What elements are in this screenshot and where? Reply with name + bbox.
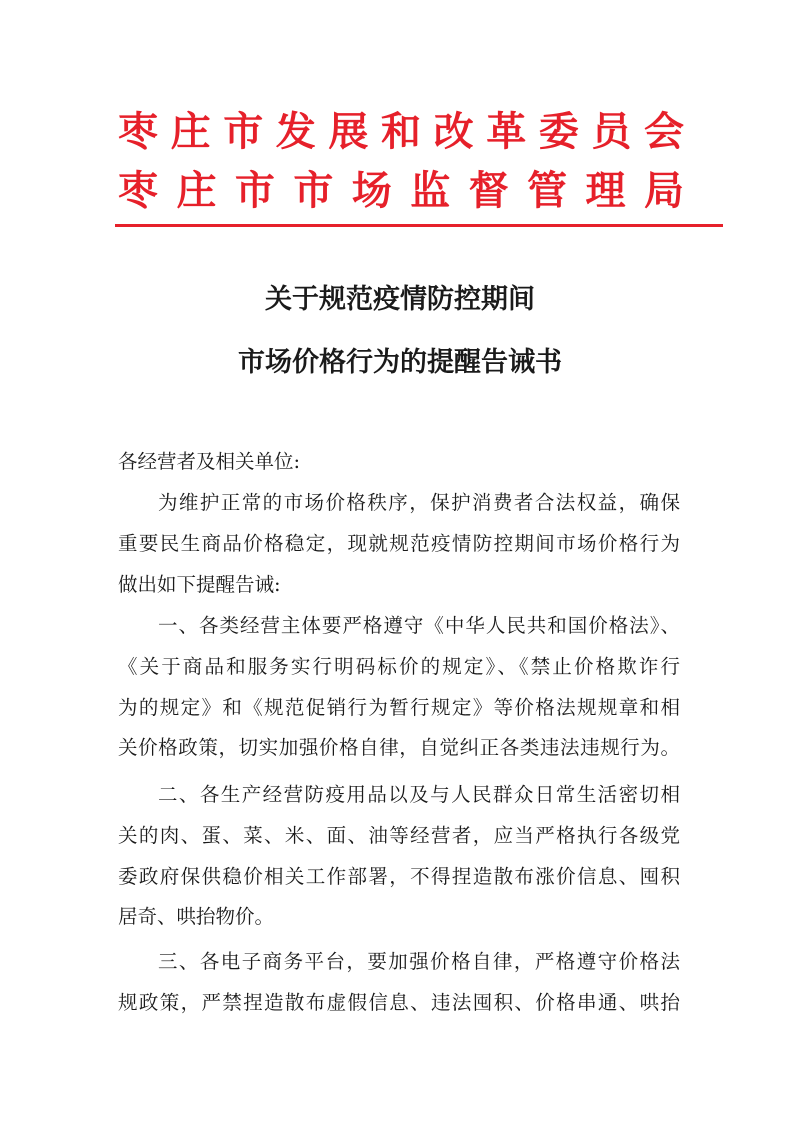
salutation: 各经营者及相关单位: xyxy=(118,450,301,473)
body-line: 居奇、哄抬物价。 xyxy=(118,905,275,929)
body-line: 关的肉、蛋、菜、米、面、油等经营者，应当严格执行各级党 xyxy=(118,823,680,847)
issuer-name-market-supervision-bureau: 枣庄市市场监督管理局 xyxy=(118,168,684,214)
red-header-rule xyxy=(115,224,723,227)
body-line: 重要民生商品价格稳定，现就规范疫情防控期间市场价格行为 xyxy=(118,531,680,555)
body-line: 二、各生产经营防疫用品以及与人民群众日常生活密切相 xyxy=(158,783,680,806)
body-line: 关价格政策，切实加强价格自律，自觉纠正各类违法违规行为。 xyxy=(118,736,680,760)
body-paragraph-intro xyxy=(118,483,680,605)
body-line: 为维护正常的市场价格秩序，保护消费者合法权益，确保 xyxy=(158,491,680,514)
body-line: 一、各类经营主体要严格遵守《中华人民共和国价格法》、 xyxy=(158,614,680,637)
body-line: 三、各电子商务平台，要加强价格自律，严格遵守价格法 xyxy=(158,950,680,973)
body-line: 为的规定》和《规范促销行为暂行规定》等价格法规规章和相 xyxy=(118,695,680,719)
body-line: 《关于商品和服务实行明码标价的规定》、《禁止价格欺诈行 xyxy=(118,654,680,678)
document-title-line-1: 关于规范疫情防控期间 xyxy=(265,284,535,315)
body-paragraph-item-2 xyxy=(118,775,680,938)
body-line: 规政策，严禁捏造散布虚假信息、违法囤积、价格串通、哄抬 xyxy=(118,990,680,1014)
body-paragraph-item-1 xyxy=(118,606,680,769)
body-line: 委政府保供稳价相关工作部署，不得捏造散布涨价信息、囤积 xyxy=(118,864,680,888)
body-line: 做出如下提醒告诫: xyxy=(118,572,281,596)
issuer-name-development-reform-commission: 枣庄市发展和改革委员会 xyxy=(118,109,684,155)
body-paragraph-item-3 xyxy=(118,942,680,1024)
document-title-line-2: 市场价格行为的提醒告诫书 xyxy=(238,347,562,378)
